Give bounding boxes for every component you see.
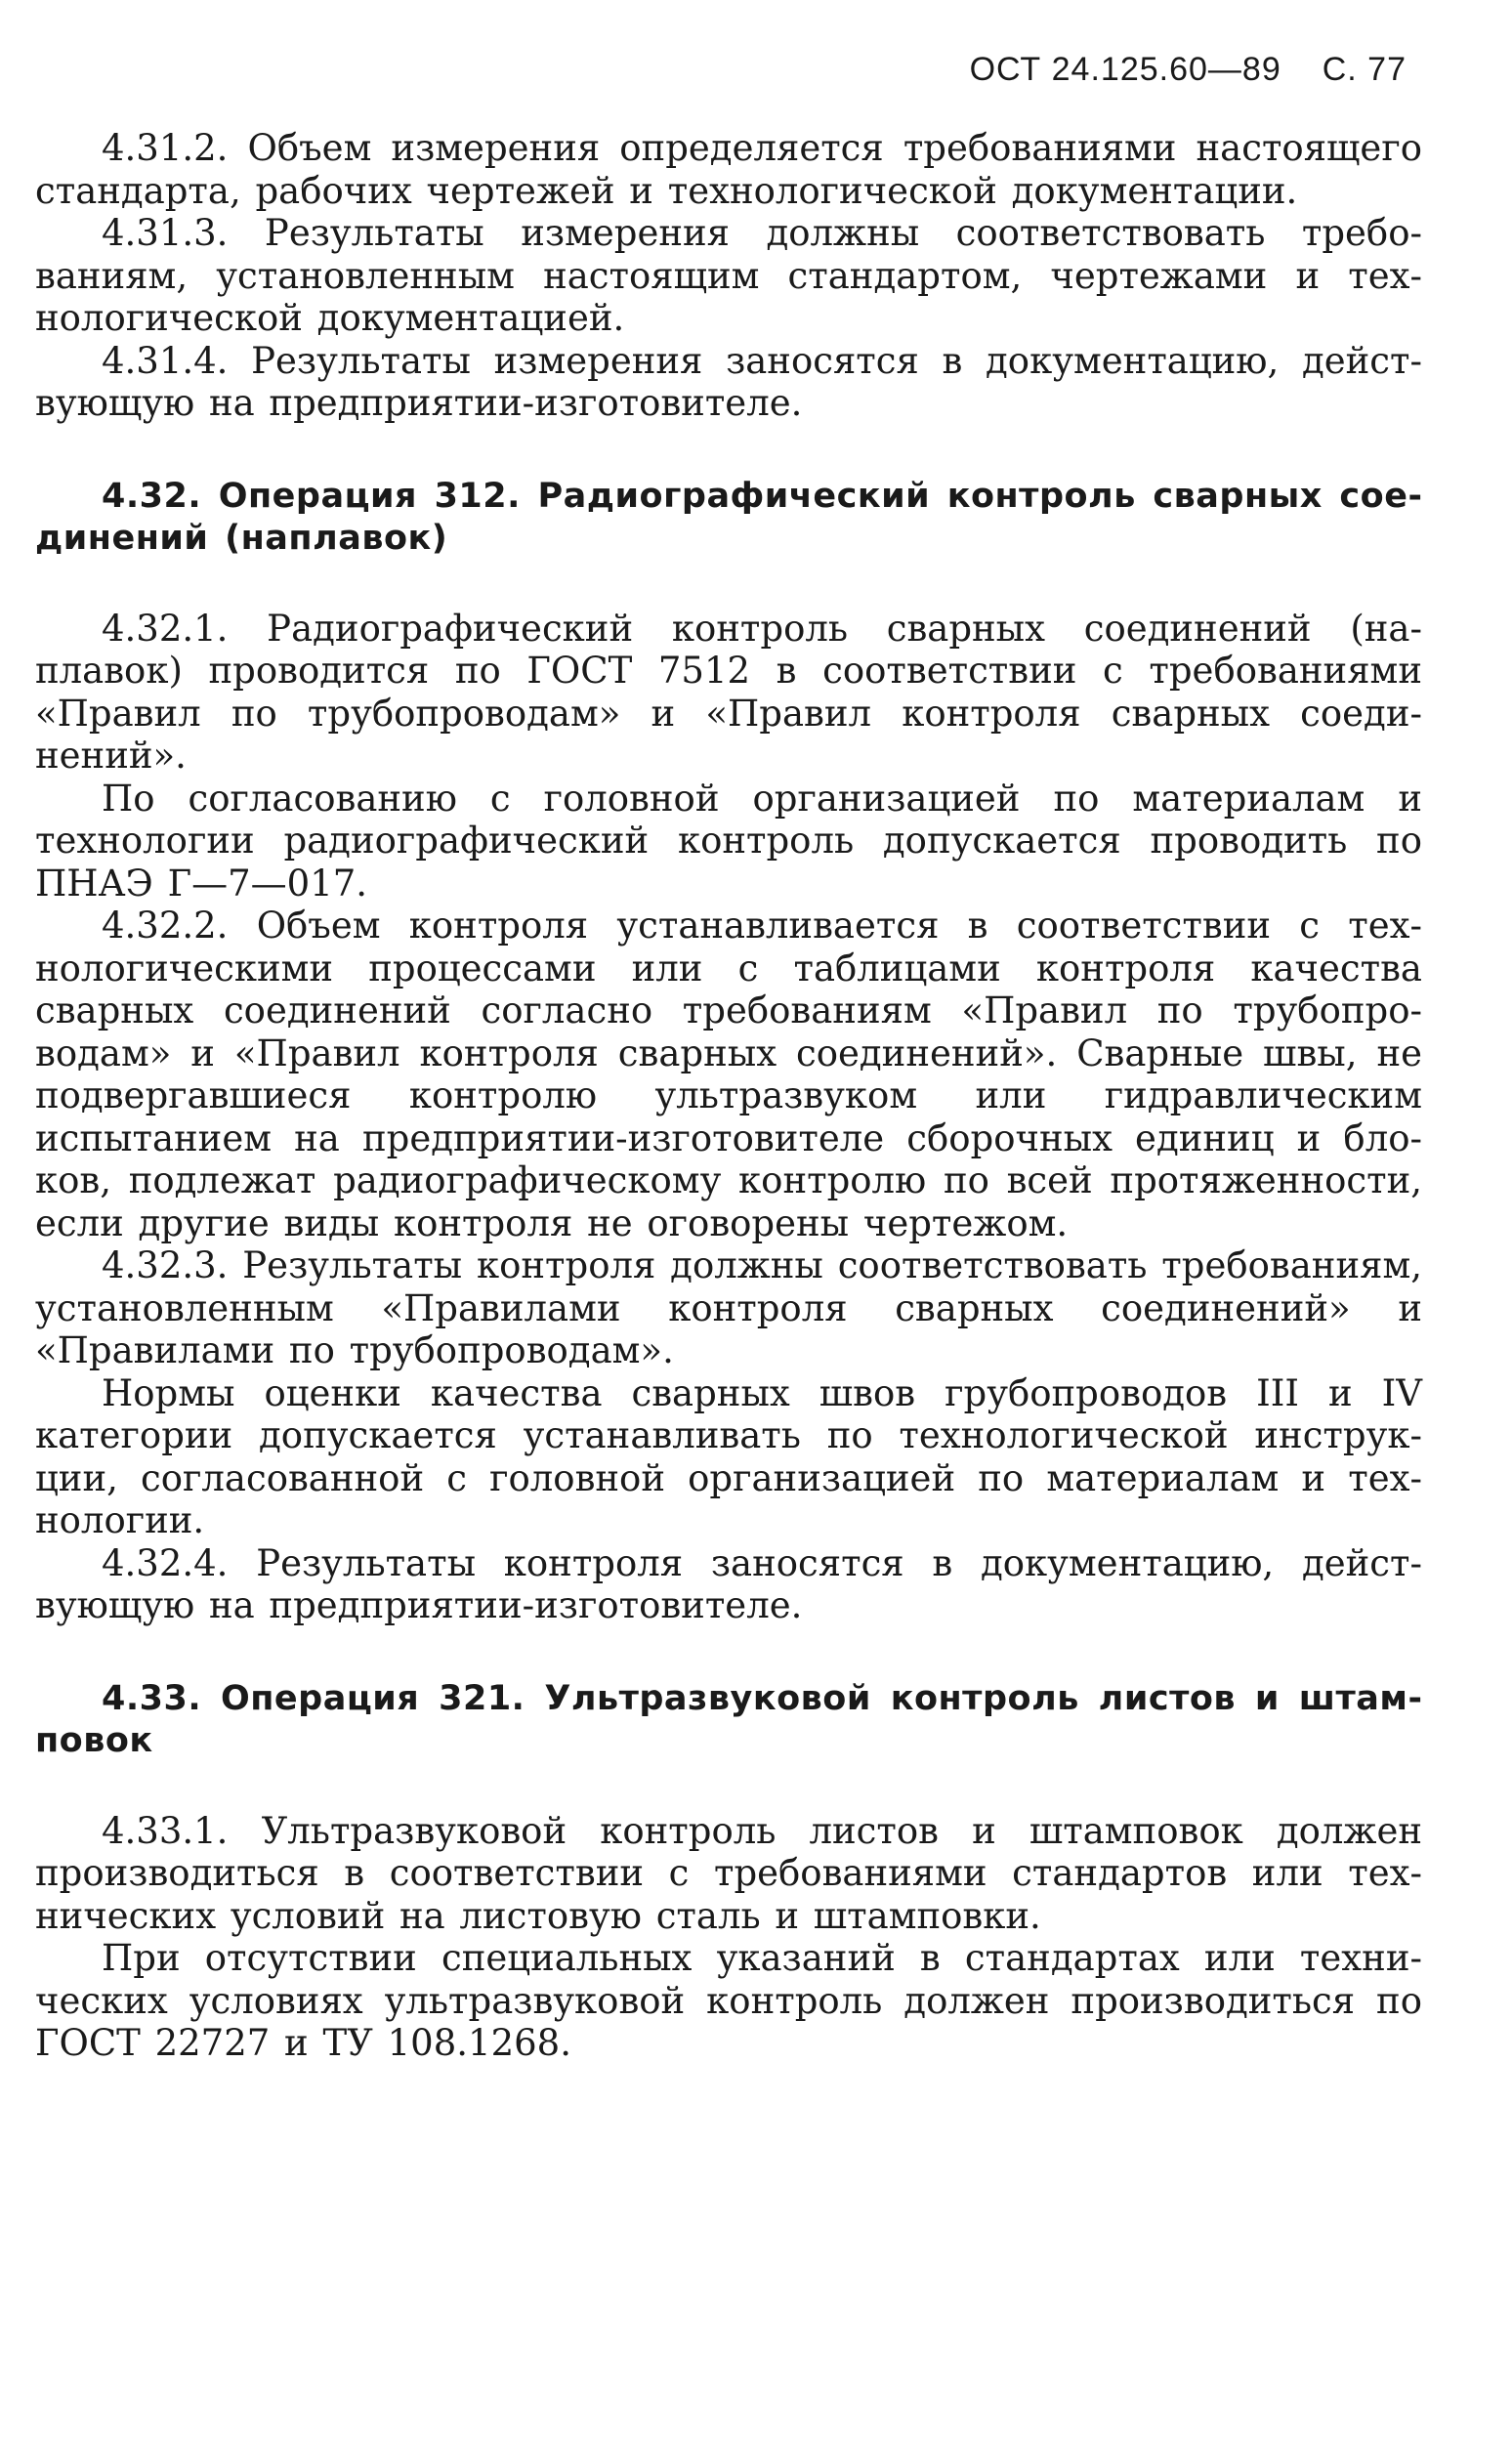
spacer <box>35 425 1422 476</box>
paragraph-4-33-1-absence: При отсутствии специальных указаний в стандартах или технических условиях ультразвуковой контроль должен производиться по ГОСТ 22727 и ТУ 108.1268. <box>35 1937 1422 2064</box>
paragraph-4-32-3: 4.32.3. Результаты контроля должны соответствовать требованиям, установленным «Правилами контроля сварных соединений» и «Правилами по трубопроводам». <box>35 1244 1422 1371</box>
paragraph-4-32-2: 4.32.2. Объем контроля устанавливается в соответствии с технологическими процессами или с таблицами контроля качества сварных соединений согласно требованиям «Правил по трубопроводам» и «Правил контроля сварных соединений». Сварные швы, не подвергавшиеся контролю ультразвуком или гидравлическим испытанием на предприятии-изготовителе сборочных единиц и блоков, подлежат радиографическому контролю по всей протяженности, если другие виды контроля не оговорены чертежом. <box>35 905 1422 1244</box>
paragraph-4-31-4: 4.31.4. Результаты измерения заносятся в документацию, действующую на предприятии-изготовителе. <box>35 339 1422 424</box>
standard-number: ОСТ 24.125.60—89 <box>969 51 1281 88</box>
paragraph-4-32-3-norms: Нормы оценки качества сварных швов грубопроводов III и IV категории допускается устанавливать по технологической инструкции, согласованной с головной организацией по материалам и технологии. <box>35 1371 1422 1541</box>
paragraph-4-32-4: 4.32.4. Результаты контроля заносятся в документацию, действующую на предприятии-изготовителе. <box>35 1541 1422 1626</box>
page-number: С. 77 <box>1322 51 1407 88</box>
paragraph-4-31-3: 4.31.3. Результаты измерения должны соответствовать требованиям, установленным настоящим стандартом, чертежами и технологической документацией. <box>35 212 1422 339</box>
page-header <box>970 51 1407 89</box>
paragraph-4-32-1: 4.32.1. Радиографический контроль сварных соединений (наплавок) проводится по ГОСТ 7512 в соответствии с требованиями «Правил по трубопроводам» и «Правил контроля сварных соединений». <box>35 607 1422 777</box>
section-heading-4-33: 4.33. Операция 321. Ультразвуковой контроль листов и штамповок <box>35 1678 1422 1760</box>
section-heading-4-32: 4.32. Операция 312. Радиографический контроль сварных соединений (наплавок) <box>35 476 1422 558</box>
document-body <box>35 127 1422 2065</box>
spacer <box>35 1627 1422 1678</box>
paragraph-4-32-1-approval: По согласованию с головной организацией по материалам и технологии радиографический контроль допускается проводить по ПНАЭ Г—7—017. <box>35 777 1422 905</box>
spacer <box>35 1763 1422 1810</box>
paragraph-4-33-1: 4.33.1. Ультразвуковой контроль листов и штамповок должен производиться в соответствии с требованиями стандартов или технических условий на листовую сталь и штамповки. <box>35 1809 1422 1937</box>
paragraph-4-31-2: 4.31.2. Объем измерения определяется требованиями настоящего стандарта, рабочих чертежей и технологической документации. <box>35 127 1422 212</box>
spacer <box>35 561 1422 608</box>
